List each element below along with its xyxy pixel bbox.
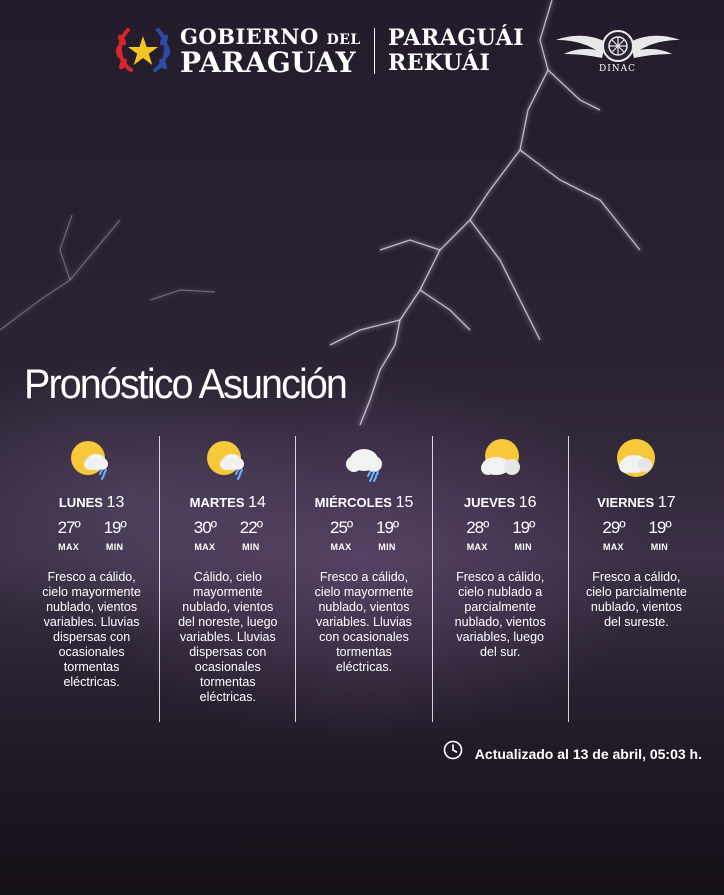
header xyxy=(0,22,724,82)
forecast-description: Fresco a cálido, cielo nublado a parcialmente nublado, vientos variables, luego del sur. xyxy=(454,570,546,659)
temperatures xyxy=(160,518,295,552)
gov-line2: PARAGUAY xyxy=(180,46,356,79)
temperatures xyxy=(569,518,704,552)
forecast-days xyxy=(24,436,704,722)
min-temp: 22º xyxy=(239,518,262,537)
paraguai-rekuai-logo-text xyxy=(388,26,524,75)
partly-cloudy-icon xyxy=(612,438,660,482)
updated-text: Actualizado al 13 de abril, 05:03 h. xyxy=(474,746,702,762)
paraguay-star-emblem-icon xyxy=(114,24,172,78)
max-temp: 28º xyxy=(466,518,489,537)
forecast-description: Cálido, cielo mayormente nublado, vientos del noreste, luego variables. Lluvias dispersas con ocasionales tormentas eléctricas. xyxy=(178,570,278,704)
page-title: Pronóstico Asunción xyxy=(24,360,347,407)
rekuai-line1: PARAGUÁI xyxy=(388,25,525,51)
day-number: 15 xyxy=(395,494,414,511)
max-label: MAX xyxy=(330,542,352,552)
day-weekday: JUEVES xyxy=(463,495,516,510)
clock-icon xyxy=(443,740,463,760)
lightning-branch-left xyxy=(0,215,215,330)
min-label: MIN xyxy=(650,542,669,552)
partly-cloudy-icon xyxy=(476,438,524,482)
day-name xyxy=(24,494,159,512)
day-weekday: VIERNES xyxy=(597,495,655,510)
day-weekday: LUNES xyxy=(58,495,103,510)
forecast-day-monday xyxy=(24,436,159,722)
day-name xyxy=(569,494,704,512)
gov-line1: GOBIERNO xyxy=(180,24,319,49)
min-temp: 19º xyxy=(376,518,399,537)
day-weekday: MIÉRCOLES xyxy=(314,495,392,510)
day-weekday: MARTES xyxy=(189,495,245,510)
sun-cloud-rain-icon xyxy=(204,438,252,482)
temperatures xyxy=(433,518,568,552)
updated-timestamp xyxy=(443,746,702,762)
day-number: 14 xyxy=(248,494,266,511)
forecast-description: Fresco a cálido, cielo parcialmente nublado, vientos del sureste. xyxy=(586,570,687,629)
forecast-description: Fresco a cálido, cielo mayormente nublado, vientos variables. Lluvias dispersas con ocasionales tormentas eléctricas. xyxy=(42,570,141,689)
min-temp: 19º xyxy=(648,518,671,537)
min-label: MIN xyxy=(514,542,532,552)
min-label: MIN xyxy=(242,542,260,552)
forecast-day-tuesday xyxy=(159,436,295,722)
forecast-description: Fresco a cálido, cielo mayormente nublado, vientos variables. Lluvias con ocasionales tormentas eléctricas. xyxy=(314,570,414,674)
max-label: MAX xyxy=(466,542,488,552)
max-label: MAX xyxy=(602,542,624,552)
day-name xyxy=(160,494,295,512)
day-name xyxy=(433,494,568,512)
header-divider xyxy=(374,28,375,74)
gov-line1-small: DEL xyxy=(326,32,361,48)
min-label: MIN xyxy=(378,542,396,552)
rekuai-line2: REKUÁI xyxy=(388,49,491,76)
min-temp: 19º xyxy=(103,518,126,537)
dinac-label: DINAC xyxy=(599,64,637,74)
forecast-day-thursday xyxy=(432,436,568,722)
day-number: 17 xyxy=(657,494,676,511)
max-temp: 29º xyxy=(602,518,625,537)
min-temp: 19º xyxy=(512,518,535,537)
max-label: MAX xyxy=(194,542,216,552)
day-number: 13 xyxy=(106,494,125,511)
temperatures xyxy=(24,518,159,552)
day-name xyxy=(296,494,431,512)
forecast-day-wednesday xyxy=(295,436,431,722)
day-number: 16 xyxy=(518,494,537,511)
max-label: MAX xyxy=(58,542,80,552)
sun-cloud-rain-icon xyxy=(68,438,116,482)
max-temp: 27º xyxy=(57,518,80,537)
forecast-day-friday xyxy=(568,436,704,722)
min-label: MIN xyxy=(105,542,124,552)
max-temp: 30º xyxy=(193,518,216,537)
temperatures xyxy=(296,518,431,552)
max-temp: 25º xyxy=(330,518,353,537)
cloud-rain-icon xyxy=(340,438,388,482)
gobierno-paraguay-logo-text xyxy=(180,26,361,77)
